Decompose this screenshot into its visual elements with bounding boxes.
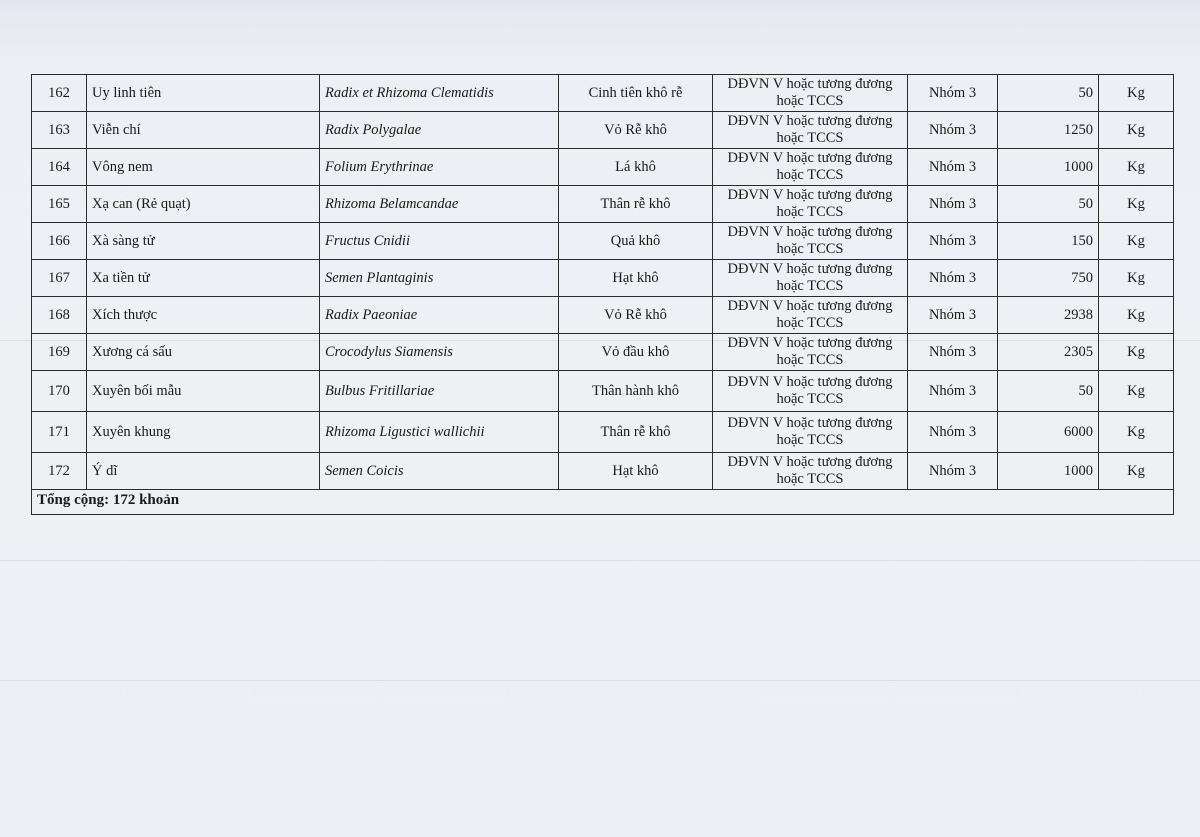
group-cell: Nhóm 3: [908, 412, 998, 453]
group-cell: Nhóm 3: [908, 149, 998, 186]
quantity-cell: 750: [998, 260, 1099, 297]
standard-line-1: DĐVN V hoặc tương đương: [727, 113, 893, 129]
group-cell: Nhóm 3: [908, 186, 998, 223]
unit-cell: Kg: [1099, 297, 1174, 334]
quality-standard-cell: [713, 371, 908, 412]
unit-cell: Kg: [1099, 334, 1174, 371]
latin-name-cell: Semen Plantaginis: [320, 260, 559, 297]
latin-name-cell: Rhizoma Ligustici wallichii: [320, 412, 559, 453]
standard-line-2: hoặc TCCS: [776, 278, 844, 294]
group-cell: Nhóm 3: [908, 334, 998, 371]
scan-artifact-line: [0, 560, 1200, 561]
quality-standard-cell: [713, 297, 908, 334]
group-cell: Nhóm 3: [908, 297, 998, 334]
latin-name-cell: Semen Coicis: [320, 453, 559, 490]
quality-standard-cell: [713, 453, 908, 490]
medicinal-herb-table: [31, 74, 1174, 515]
table-row: [32, 112, 1174, 149]
quantity-cell: 50: [998, 371, 1099, 412]
vietnamese-name-cell: Vông nem: [87, 149, 320, 186]
table-row: [32, 297, 1174, 334]
quantity-cell: 6000: [998, 412, 1099, 453]
used-part-cell: Vỏ Rễ khô: [559, 297, 713, 334]
latin-name-cell: Radix et Rhizoma Clematidis: [320, 75, 559, 112]
standard-line-1: DĐVN V hoặc tương đương: [727, 454, 893, 470]
quantity-cell: 1250: [998, 112, 1099, 149]
unit-cell: Kg: [1099, 112, 1174, 149]
table-row: [32, 186, 1174, 223]
group-cell: Nhóm 3: [908, 75, 998, 112]
unit-cell: Kg: [1099, 223, 1174, 260]
item-number-cell: 166: [32, 223, 87, 260]
standard-line-2: hoặc TCCS: [776, 204, 844, 220]
item-number-cell: 164: [32, 149, 87, 186]
standard-line-2: hoặc TCCS: [776, 471, 844, 487]
table-row: [32, 149, 1174, 186]
used-part-cell: Thân hành khô: [559, 371, 713, 412]
standard-line-2: hoặc TCCS: [776, 130, 844, 146]
item-number-cell: 162: [32, 75, 87, 112]
standard-line-2: hoặc TCCS: [776, 352, 844, 368]
standard-line-1: DĐVN V hoặc tương đương: [727, 76, 893, 92]
standard-line-1: DĐVN V hoặc tương đương: [727, 150, 893, 166]
vietnamese-name-cell: Xuyên khung: [87, 412, 320, 453]
quality-standard-cell: [713, 112, 908, 149]
item-number-cell: 171: [32, 412, 87, 453]
group-cell: Nhóm 3: [908, 453, 998, 490]
quality-standard-cell: [713, 334, 908, 371]
scan-artifact-line: [0, 680, 1200, 681]
standard-line-2: hoặc TCCS: [776, 432, 844, 448]
latin-name-cell: Bulbus Fritillariae: [320, 371, 559, 412]
quantity-cell: 50: [998, 75, 1099, 112]
standard-line-2: hoặc TCCS: [776, 315, 844, 331]
standard-line-1: DĐVN V hoặc tương đương: [727, 187, 893, 203]
unit-cell: Kg: [1099, 412, 1174, 453]
vietnamese-name-cell: Xà sàng tử: [87, 223, 320, 260]
vietnamese-name-cell: Xích thược: [87, 297, 320, 334]
item-number-cell: 169: [32, 334, 87, 371]
vietnamese-name-cell: Xạ can (Rẻ quạt): [87, 186, 320, 223]
quantity-cell: 1000: [998, 149, 1099, 186]
unit-cell: Kg: [1099, 75, 1174, 112]
group-cell: Nhóm 3: [908, 112, 998, 149]
quality-standard-cell: [713, 223, 908, 260]
item-number-cell: 167: [32, 260, 87, 297]
used-part-cell: Vỏ Rễ khô: [559, 112, 713, 149]
latin-name-cell: Folium Erythrinae: [320, 149, 559, 186]
table-row: [32, 453, 1174, 490]
quantity-cell: 2938: [998, 297, 1099, 334]
total-label: Tổng cộng: 172 khoản: [32, 490, 1174, 515]
quantity-cell: 1000: [998, 453, 1099, 490]
table-row: [32, 412, 1174, 453]
quality-standard-cell: [713, 412, 908, 453]
latin-name-cell: Fructus Cnidii: [320, 223, 559, 260]
quality-standard-cell: [713, 149, 908, 186]
quantity-cell: 2305: [998, 334, 1099, 371]
vietnamese-name-cell: Xuyên bối mẫu: [87, 371, 320, 412]
standard-line-1: DĐVN V hoặc tương đương: [727, 224, 893, 240]
standard-line-1: DĐVN V hoặc tương đương: [727, 335, 893, 351]
table-row: [32, 371, 1174, 412]
total-row: [32, 490, 1174, 515]
unit-cell: Kg: [1099, 453, 1174, 490]
vietnamese-name-cell: Xương cá sấu: [87, 334, 320, 371]
standard-line-1: DĐVN V hoặc tương đương: [727, 298, 893, 314]
item-number-cell: 172: [32, 453, 87, 490]
quality-standard-cell: [713, 260, 908, 297]
standard-line-1: DĐVN V hoặc tương đương: [727, 261, 893, 277]
unit-cell: Kg: [1099, 371, 1174, 412]
group-cell: Nhóm 3: [908, 371, 998, 412]
item-number-cell: 163: [32, 112, 87, 149]
standard-line-1: DĐVN V hoặc tương đương: [727, 374, 893, 390]
vietnamese-name-cell: Ý dĩ: [87, 453, 320, 490]
standard-line-2: hoặc TCCS: [776, 391, 844, 407]
used-part-cell: Quả khô: [559, 223, 713, 260]
table-row: [32, 260, 1174, 297]
table-row: [32, 75, 1174, 112]
table-row: [32, 223, 1174, 260]
standard-line-2: hoặc TCCS: [776, 241, 844, 257]
used-part-cell: Thân rễ khô: [559, 186, 713, 223]
unit-cell: Kg: [1099, 186, 1174, 223]
standard-line-1: DĐVN V hoặc tương đương: [727, 415, 893, 431]
vietnamese-name-cell: Xa tiền tử: [87, 260, 320, 297]
group-cell: Nhóm 3: [908, 223, 998, 260]
used-part-cell: Vỏ đầu khô: [559, 334, 713, 371]
latin-name-cell: Radix Polygalae: [320, 112, 559, 149]
latin-name-cell: Radix Paeoniae: [320, 297, 559, 334]
group-cell: Nhóm 3: [908, 260, 998, 297]
used-part-cell: Hạt khô: [559, 260, 713, 297]
item-number-cell: 165: [32, 186, 87, 223]
standard-line-2: hoặc TCCS: [776, 93, 844, 109]
unit-cell: Kg: [1099, 149, 1174, 186]
quality-standard-cell: [713, 186, 908, 223]
standard-line-2: hoặc TCCS: [776, 167, 844, 183]
quantity-cell: 150: [998, 223, 1099, 260]
used-part-cell: Thân rễ khô: [559, 412, 713, 453]
table-row: [32, 334, 1174, 371]
used-part-cell: Lá khô: [559, 149, 713, 186]
item-number-cell: 170: [32, 371, 87, 412]
vietnamese-name-cell: Viễn chí: [87, 112, 320, 149]
unit-cell: Kg: [1099, 260, 1174, 297]
table-body: [32, 75, 1174, 490]
vietnamese-name-cell: Uy linh tiên: [87, 75, 320, 112]
used-part-cell: Hạt khô: [559, 453, 713, 490]
quality-standard-cell: [713, 75, 908, 112]
quantity-cell: 50: [998, 186, 1099, 223]
latin-name-cell: Crocodylus Siamensis: [320, 334, 559, 371]
item-number-cell: 168: [32, 297, 87, 334]
used-part-cell: Cinh tiên khô rễ: [559, 75, 713, 112]
latin-name-cell: Rhizoma Belamcandae: [320, 186, 559, 223]
